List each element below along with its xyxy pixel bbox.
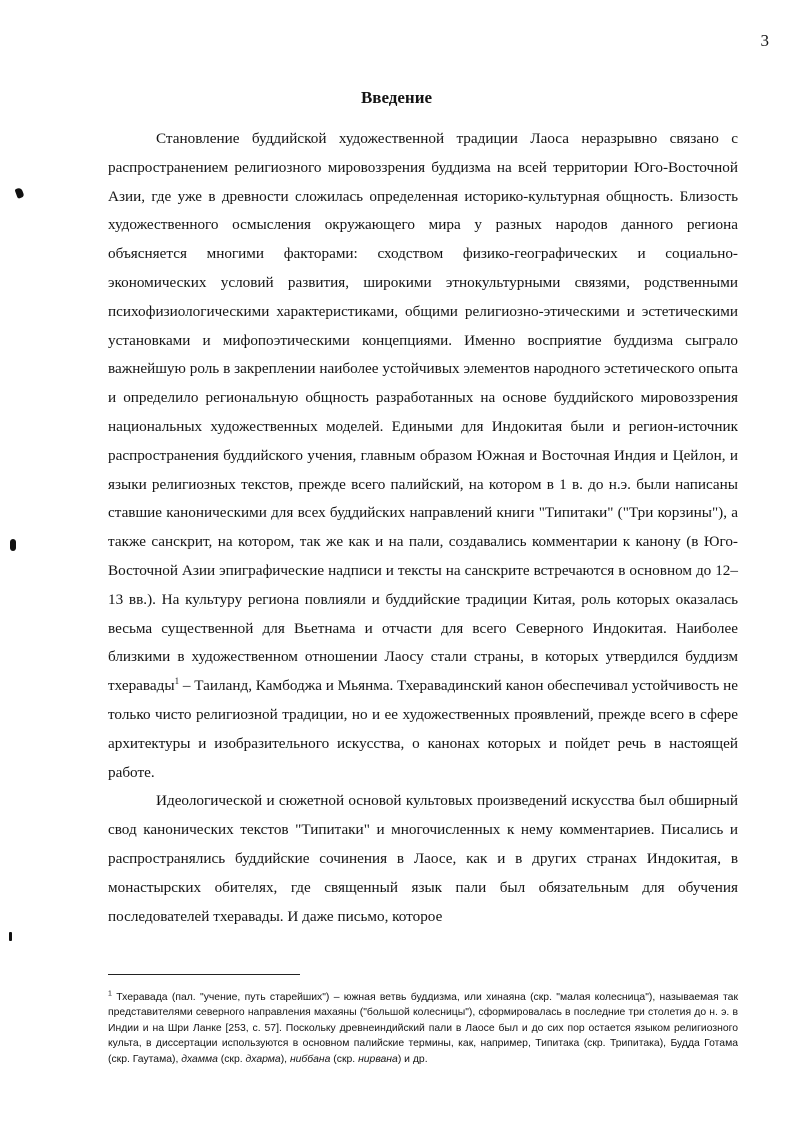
paragraph-2: Идеологической и сюжетной основой культовых произведений искусства был обширный свод канонических текстов "Типитаки" и многочисленных к нему комментариев. Писались и распространялись буддийские сочинения в Лаосе, как и в других странах Индокитая, в монастырских обителях, где священный язык пали был обязательным для обучения последователей тхеравады. И даже письмо, которое <box>108 792 738 925</box>
footnote-text: (скр. <box>330 1053 359 1065</box>
footnote-term: дхамма <box>181 1053 218 1065</box>
footnote-marker: 1 <box>108 990 112 998</box>
footnote-divider <box>108 974 300 975</box>
page-number: 3 <box>760 31 769 50</box>
section-heading: Введение <box>360 88 433 107</box>
footnote <box>108 990 738 1067</box>
paragraph-1-text: Становление буддийской художественной традиции Лаоса неразрывно связано с распространением религиозного мировоззрения буддизма на всей территории Юго-Восточной Азии, где уже в древности сложилась определенная историко-культурная общность. Близость художественного осмысления окружающего мира у разных народов данного региона объясняется многими факторами: сходством физико-географических и социально-экономических условий развития, широкими этнокультурными связями, родственными психофизиологическими характеристиками, общими религиозно-этическими и эстетическими установками и мифопоэтическими концепциями. Именно восприятие буддизма сыграло важнейшую роль в закреплении наиболее устойчивых элементов народного эстетического опыта и определило региональную общность разработанных на основе буддийского мировоззрения национальных художественных моделей. Едиными для Индокитая были и регион-источник распространения буддийского учения, главным образом Южная и Восточная Индия и Цейлон, и языки религиозных текстов, прежде всего палийский, на котором в 1 в. до н.э. были написаны ставшие каноническими для всех буддийских направлений книги "Типитаки" ("Три корзины"), а также санскрит, на котором, так же как и на пали, создавались комментарии к канону (в Юго-Восточной Азии эпиграфические надписи и тексты на санскрите встречаются в основном до 12–13 вв.). На культуру региона повлияли и буддийские традиции Китая, роль которых оказалась весьма существенной для Вьетнама и отчасти для всего Северного Индокитая. Наиболее близкими в художественном отношении Лаосу стали страны, в которых утвердился буддизм тхеравады <box>108 130 738 695</box>
footnote-term: нирвана <box>358 1053 398 1065</box>
paragraph-1-text-continued: – Таиланд, Камбоджа и Мьянма. Тхеравадинский канон обеспечивал устойчивость не только чисто религиозной традиции, но и ее художественных проявлений, прежде всего в сфере архитектуры и изобразительного искусства, о канонах которых и пойдет речь в настоящей работе. <box>108 677 738 781</box>
footnote-text: Тхеравада (пал. "учение, путь старейших") – южная ветвь буддизма, или хинаяна (скр. "малая колесница"), называемая так представителями северного направления махаяны ("большой колесницы"), сформировалась в последние три столетия до н. э. в Индии и на Шри Ланке [253, с. 57]. Поскольку древнеиндийский пали в Лаосе был и до сих пор остается языком религиозного культа, в диссертации используются в основном палийские термины, как, например, Типитака (скр. Трипитака), Будда Готама (скр. Гаутама), <box>108 992 738 1065</box>
footnote-reference: 1 <box>174 676 180 687</box>
footnote-text: ), <box>280 1053 290 1065</box>
scan-speck <box>10 539 16 551</box>
footnote-text: ) и др. <box>397 1053 428 1065</box>
main-text <box>108 125 738 931</box>
footnote-text: (скр. <box>217 1053 246 1065</box>
footnote-term: дхарма <box>245 1053 281 1065</box>
scan-speck <box>15 187 25 199</box>
footnote-term: ниббана <box>289 1053 331 1065</box>
scan-speck <box>9 932 12 941</box>
paragraph-1 <box>108 125 738 787</box>
